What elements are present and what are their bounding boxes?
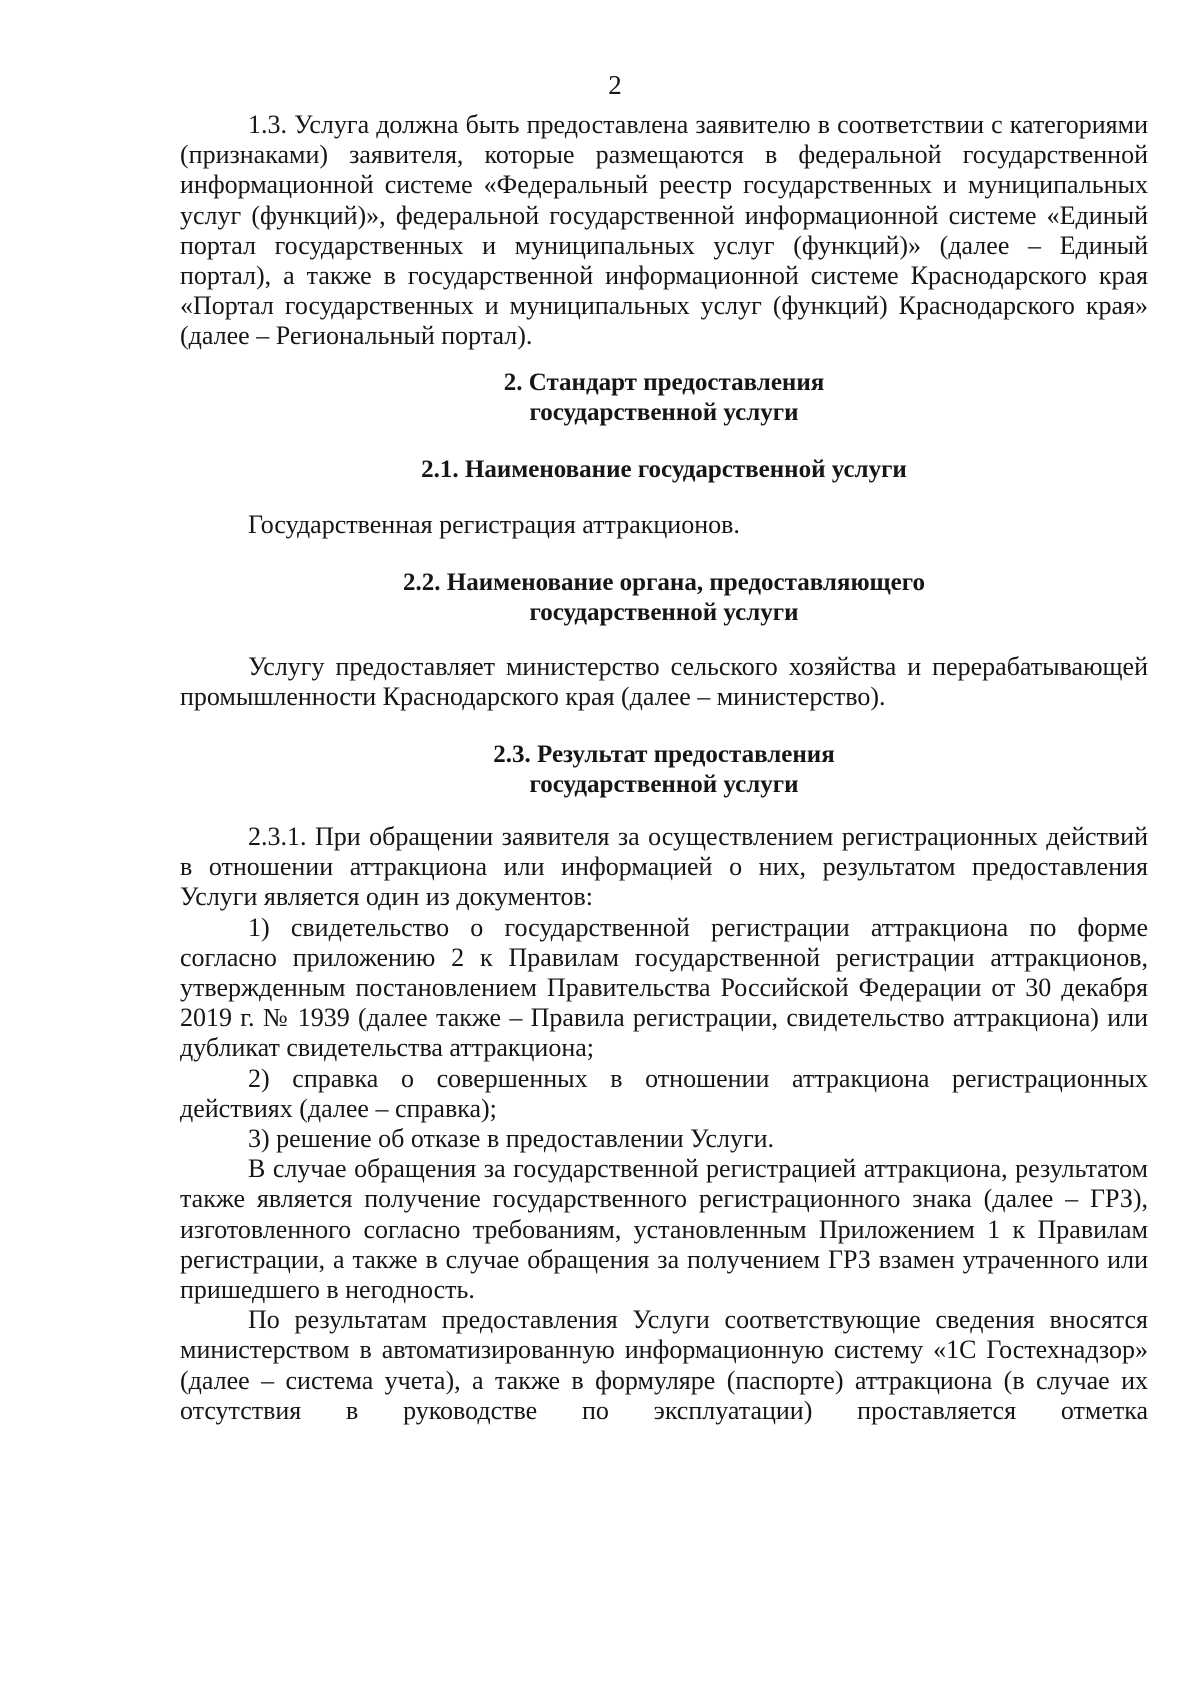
paragraph: В случае обращения за государственной регистрацией аттракциона, результатом также является получение государственного регистрационного знака (далее – ГРЗ), изготовленного согласно требованиям, установленным Приложением 1 к Правилам регистрации, а также в случае обращения за получением ГРЗ взамен утраченного или пришедшего в негодность. [180,1154,1148,1305]
heading-line: государственной услуги [529,771,799,798]
section-2-2-body [180,652,1148,712]
paragraph: 2.3.1. При обращении заявителя за осуществлением регистрационных действий в отношении аттракциона или информацией о них, результатом предоставления Услуги является один из документов: [180,822,1148,912]
section-2-1-body [180,510,1148,540]
list-item: 1) свидетельство о государственной регистрации аттракциона по форме согласно приложению 2 к Правилам государственной регистрации аттракционов, утвержденным постановлением Правительства Российской Федерации от 30 декабря 2019 г. № 1939 (далее также – Правила регистрации, свидетельство аттракциона) или дубликат свидетельства аттракциона; [180,912,1148,1063]
paragraph: По результатам предоставления Услуги соответствующие сведения вносятся министерством в автоматизированную информационную систему «1С Гостехнадзор» (далее – система учета), а также в формуляре (паспорте) аттракциона (в случае их отсутствия в руководстве по эксплуатации) проставляется отметка [180,1305,1148,1425]
paragraph: Государственная регистрация аттракционов. [248,510,740,539]
list-item: 3) решение об отказе в предоставлении Услуги. [248,1124,775,1154]
heading-line: государственной услуги [529,599,799,626]
list-item: 2) справка о совершенных в отношении аттракциона регистрационных действиях (далее – справка); [180,1063,1148,1123]
paragraph: Услугу предоставляет министерство сельского хозяйства и перерабатывающей промышленности Краснодарского края (далее – министерство). [180,652,1148,712]
page-number: 2 [608,70,622,100]
heading-line: 2.1. Наименование государственной услуги [421,456,907,483]
section-2-3-heading [180,740,1148,800]
section-1-3 [180,110,1148,352]
section-2-3-body [180,822,1148,1426]
heading-line: 2.2. Наименование органа, предоставляющего [403,569,925,596]
section-2-2-heading [180,568,1148,628]
section-2-heading [180,368,1148,428]
heading-line: 2. Стандарт предоставления [503,369,825,396]
paragraph: 1.3. Услуга должна быть предоставлена заявителю в соответствии с категориями (признаками) заявителя, которые размещаются в федеральной государственной информационной системе «Федеральный реестр государственных и муниципальных услуг (функций)», федеральной государственной информационной системе «Единый портал государственных и муниципальных услуг (функций)» (далее – Единый портал), а также в государственной информационной системе Краснодарского края «Портал государственных и муниципальных услуг (функций) Краснодарского края» (далее – Региональный портал). [180,110,1148,351]
heading-line: 2.3. Результат предоставления [493,741,835,768]
section-2-1-heading [180,455,1148,485]
heading-line: государственной услуги [529,399,799,426]
